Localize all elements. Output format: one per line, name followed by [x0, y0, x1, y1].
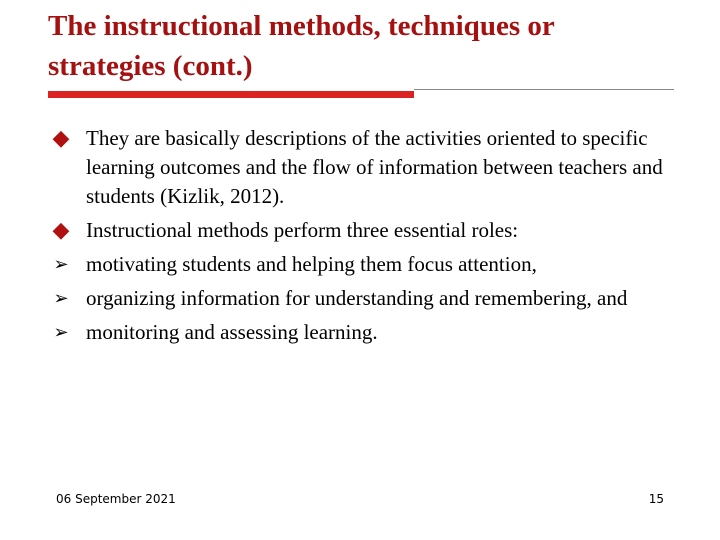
diamond-icon: ◆ — [52, 217, 70, 242]
arrow-icon: ➢ — [53, 322, 69, 343]
bullet-item — [48, 284, 688, 313]
bullet-text: motivating students and helping them focus attention, — [86, 252, 537, 276]
bullet-text: organizing information for understanding and remembering, and — [86, 286, 628, 310]
arrow-icon: ➢ — [53, 254, 69, 275]
arrow-icon: ➢ — [53, 288, 69, 309]
bullet-list — [48, 124, 688, 352]
bullet-item — [48, 250, 688, 279]
slide-title: The instructional methods, techniques or strategies (cont.) — [48, 10, 555, 82]
diamond-icon: ◆ — [52, 125, 70, 150]
footer-date: 06 September 2021 — [56, 492, 176, 506]
title-divider-line — [414, 89, 674, 90]
bullet-text: They are basically descriptions of the activities oriented to specific learning outcomes and the flow of information between teachers and students (Kizlik, 2012). — [86, 126, 663, 208]
bullet-item — [48, 124, 688, 211]
bullet-text: monitoring and assessing learning. — [86, 320, 378, 344]
page-number: 15 — [648, 492, 664, 506]
title-accent-bar — [48, 91, 414, 98]
bullet-item — [48, 216, 688, 245]
bullet-text: Instructional methods perform three essential roles: — [86, 218, 519, 242]
bullet-item — [48, 318, 688, 347]
